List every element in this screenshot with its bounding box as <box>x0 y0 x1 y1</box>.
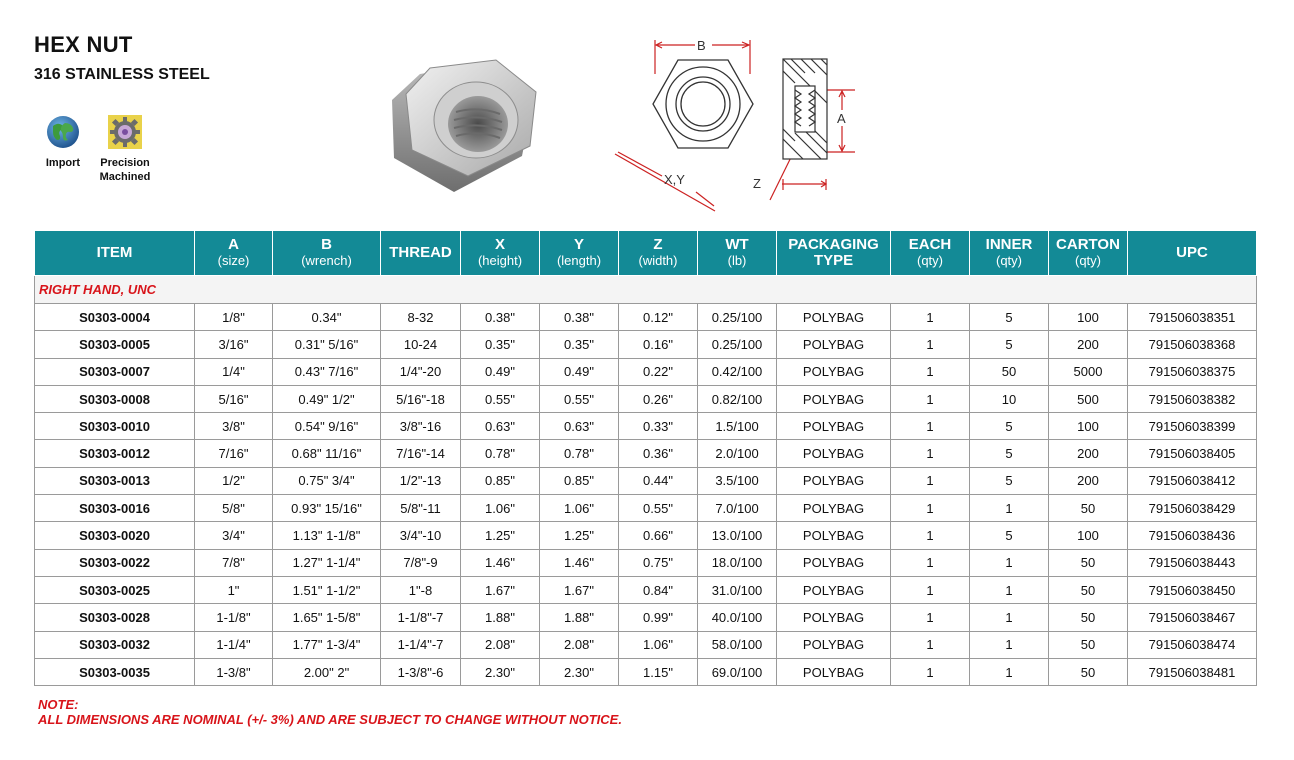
column-header-title: Z <box>653 236 663 253</box>
table-cell: 0.38" <box>461 304 540 331</box>
table-cell: POLYBAG <box>777 522 891 549</box>
table-row <box>35 467 1257 494</box>
table-cell: 1 <box>970 658 1049 685</box>
table-cell: 100 <box>1049 304 1128 331</box>
table-cell: POLYBAG <box>777 631 891 658</box>
table-cell: 5/8"-11 <box>381 495 461 522</box>
page-subtitle: 316 STAINLESS STEEL <box>34 66 210 83</box>
table-cell: 1 <box>970 631 1049 658</box>
column-header-subtitle: (qty) <box>917 253 943 268</box>
table-cell: 10-24 <box>381 331 461 358</box>
table-row <box>35 440 1257 467</box>
gear-icon <box>107 114 143 150</box>
table-cell: 0.78" <box>540 440 619 467</box>
table-cell: 5/16" <box>195 385 273 412</box>
table-cell: 1-3/8"-6 <box>381 658 461 685</box>
table-row <box>35 358 1257 385</box>
table-cell: 1.25" <box>540 522 619 549</box>
table-cell: 1.06" <box>540 495 619 522</box>
table-cell: 791506038429 <box>1128 495 1257 522</box>
column-header-title: Y <box>573 236 584 253</box>
table-row <box>35 331 1257 358</box>
column-header-subtitle: (wrench) <box>301 253 352 268</box>
table-cell: 1.27" 1-1/4" <box>273 549 381 576</box>
diagram-label-b: B <box>697 38 706 53</box>
table-cell: 0.49" <box>540 358 619 385</box>
table-cell: 1 <box>891 331 970 358</box>
table-cell: 0.93" 15/16" <box>273 495 381 522</box>
table-cell: 1 <box>891 522 970 549</box>
column-header <box>461 231 540 276</box>
table-cell: 1/8" <box>195 304 273 331</box>
table-cell: 1 <box>891 658 970 685</box>
table-cell: 0.22" <box>619 358 698 385</box>
table-cell: 0.12" <box>619 304 698 331</box>
table-cell: POLYBAG <box>777 358 891 385</box>
column-header-subtitle: (size) <box>217 253 250 268</box>
table-row <box>35 413 1257 440</box>
item-cell: S0303-0005 <box>35 331 195 358</box>
table-cell: 2.30" <box>540 658 619 685</box>
table-cell: 50 <box>1049 576 1128 603</box>
diagram-label-a: A <box>837 111 846 126</box>
table-cell: 3/8"-16 <box>381 413 461 440</box>
table-row <box>35 549 1257 576</box>
table-cell: 2.00" 2" <box>273 658 381 685</box>
table-cell: 791506038399 <box>1128 413 1257 440</box>
table-cell: 0.36" <box>619 440 698 467</box>
table-row <box>35 658 1257 685</box>
table-cell: 0.63" <box>540 413 619 440</box>
table-row <box>35 495 1257 522</box>
item-cell: S0303-0022 <box>35 549 195 576</box>
table-cell: 0.54" 9/16" <box>273 413 381 440</box>
table-cell: 791506038467 <box>1128 604 1257 631</box>
table-cell: 0.85" <box>540 467 619 494</box>
column-header-subtitle: (qty) <box>996 253 1022 268</box>
table-cell: 1 <box>891 467 970 494</box>
column-header-title: X <box>494 236 505 253</box>
table-cell: POLYBAG <box>777 658 891 685</box>
table-cell: 3/16" <box>195 331 273 358</box>
dimension-diagram <box>610 34 860 214</box>
table-cell: 200 <box>1049 467 1128 494</box>
table-cell: 1-3/8" <box>195 658 273 685</box>
table-cell: 7/16" <box>195 440 273 467</box>
table-cell: 1.67" <box>540 576 619 603</box>
column-header <box>540 231 619 276</box>
column-header <box>35 231 195 276</box>
column-header-title: A <box>228 236 239 253</box>
table-cell: 1.46" <box>540 549 619 576</box>
table-row <box>35 631 1257 658</box>
item-cell: S0303-0020 <box>35 522 195 549</box>
table-cell: 50 <box>1049 495 1128 522</box>
table-cell: 0.55" <box>461 385 540 412</box>
table-cell: 40.0/100 <box>698 604 777 631</box>
table-cell: 1 <box>891 413 970 440</box>
column-header-subtitle: (length) <box>556 253 602 268</box>
table-cell: 1 <box>891 631 970 658</box>
table-cell: 0.75" 3/4" <box>273 467 381 494</box>
table-cell: 1 <box>891 358 970 385</box>
table-cell: 5 <box>970 440 1049 467</box>
table-cell: 13.0/100 <box>698 522 777 549</box>
item-cell: S0303-0004 <box>35 304 195 331</box>
table-cell: 5 <box>970 331 1049 358</box>
table-cell: 0.31" 5/16" <box>273 331 381 358</box>
table-cell: 3/4"-10 <box>381 522 461 549</box>
table-cell: 0.33" <box>619 413 698 440</box>
table-cell: 50 <box>1049 549 1128 576</box>
table-cell: 1.51" 1-1/2" <box>273 576 381 603</box>
column-header <box>777 231 891 276</box>
table-cell: 791506038450 <box>1128 576 1257 603</box>
table-cell: 50 <box>1049 658 1128 685</box>
column-header-title: ITEM <box>96 244 133 261</box>
table-cell: 69.0/100 <box>698 658 777 685</box>
column-header-subtitle: (qty) <box>1075 253 1101 268</box>
table-cell: 7/8"-9 <box>381 549 461 576</box>
item-cell: S0303-0016 <box>35 495 195 522</box>
table-cell: 3.5/100 <box>698 467 777 494</box>
item-cell: S0303-0035 <box>35 658 195 685</box>
table-cell: 1/4" <box>195 358 273 385</box>
table-row <box>35 576 1257 603</box>
column-header-subtitle: (lb) <box>727 253 747 268</box>
table-cell: 0.35" <box>461 331 540 358</box>
table-cell: 50 <box>1049 631 1128 658</box>
note-label: NOTE: <box>38 697 79 712</box>
table-cell: 100 <box>1049 413 1128 440</box>
column-header-title: UPC <box>1176 244 1208 261</box>
group-label: RIGHT HAND, UNC <box>35 276 1257 304</box>
table-cell: POLYBAG <box>777 331 891 358</box>
table-cell: 1-1/8"-7 <box>381 604 461 631</box>
table-cell: 5 <box>970 413 1049 440</box>
column-header-title: B <box>321 236 332 253</box>
group-row <box>35 276 1257 304</box>
item-cell: S0303-0012 <box>35 440 195 467</box>
item-cell: S0303-0025 <box>35 576 195 603</box>
table-cell: 0.49" 1/2" <box>273 385 381 412</box>
table-cell: POLYBAG <box>777 576 891 603</box>
table-cell: 1 <box>891 304 970 331</box>
table-cell: 1 <box>970 604 1049 631</box>
column-header-title: PACKAGING <box>788 236 879 253</box>
table-cell: 0.85" <box>461 467 540 494</box>
table-cell: 2.30" <box>461 658 540 685</box>
table-cell: 791506038405 <box>1128 440 1257 467</box>
table-cell: 1 <box>970 576 1049 603</box>
table-cell: 7/16"-14 <box>381 440 461 467</box>
table-cell: 0.25/100 <box>698 331 777 358</box>
table-cell: POLYBAG <box>777 440 891 467</box>
table-cell: 8-32 <box>381 304 461 331</box>
table-cell: 3/4" <box>195 522 273 549</box>
table-cell: 791506038474 <box>1128 631 1257 658</box>
table-cell: 0.66" <box>619 522 698 549</box>
table-row <box>35 304 1257 331</box>
item-cell: S0303-0028 <box>35 604 195 631</box>
column-header-title: THREAD <box>389 244 452 261</box>
page-title: HEX NUT <box>34 32 133 57</box>
table-cell: 0.75" <box>619 549 698 576</box>
table-cell: 0.43" 7/16" <box>273 358 381 385</box>
column-header-title: CARTON <box>1056 236 1120 253</box>
table-cell: 10 <box>970 385 1049 412</box>
item-cell: S0303-0032 <box>35 631 195 658</box>
table-cell: 1 <box>970 495 1049 522</box>
table-header-row <box>35 231 1257 276</box>
table-cell: 791506038375 <box>1128 358 1257 385</box>
table-cell: 1.5/100 <box>698 413 777 440</box>
table-cell: 200 <box>1049 440 1128 467</box>
table-cell: 7/8" <box>195 549 273 576</box>
table-cell: 1.46" <box>461 549 540 576</box>
table-cell: 0.99" <box>619 604 698 631</box>
table-cell: POLYBAG <box>777 604 891 631</box>
column-header-title: INNER <box>985 236 1033 253</box>
table-cell: 5 <box>970 467 1049 494</box>
note-text: ALL DIMENSIONS ARE NOMINAL (+/- 3%) AND ARE SUBJECT TO CHANGE WITHOUT NOTICE. <box>38 712 622 727</box>
table-cell: POLYBAG <box>777 467 891 494</box>
table-cell: POLYBAG <box>777 495 891 522</box>
table-cell: 0.16" <box>619 331 698 358</box>
table-cell: 1-1/4"-7 <box>381 631 461 658</box>
table-cell: 100 <box>1049 522 1128 549</box>
table-cell: 0.34" <box>273 304 381 331</box>
item-cell: S0303-0010 <box>35 413 195 440</box>
column-header-subtitle: (height) <box>477 253 523 268</box>
table-cell: 1/2"-13 <box>381 467 461 494</box>
column-header <box>698 231 777 276</box>
diagram-label-xy: X,Y <box>664 172 685 187</box>
column-header <box>1128 231 1257 276</box>
note <box>38 697 622 727</box>
table-cell: 1 <box>891 385 970 412</box>
item-cell: S0303-0007 <box>35 358 195 385</box>
table-row <box>35 385 1257 412</box>
table-cell: 2.0/100 <box>698 440 777 467</box>
table-cell: 0.35" <box>540 331 619 358</box>
table-cell: 5/8" <box>195 495 273 522</box>
table-cell: 5 <box>970 522 1049 549</box>
table-cell: 3/8" <box>195 413 273 440</box>
table-cell: 1.65" 1-5/8" <box>273 604 381 631</box>
column-header <box>970 231 1049 276</box>
table-cell: 1.77" 1-3/4" <box>273 631 381 658</box>
table-cell: 0.44" <box>619 467 698 494</box>
table-cell: 791506038443 <box>1128 549 1257 576</box>
table-cell: 1.13" 1-1/8" <box>273 522 381 549</box>
table-cell: 1.06" <box>619 631 698 658</box>
table-cell: 0.26" <box>619 385 698 412</box>
table-cell: 18.0/100 <box>698 549 777 576</box>
table-cell: 1.15" <box>619 658 698 685</box>
diagram-label-z: Z <box>753 176 761 191</box>
table-row <box>35 522 1257 549</box>
table-cell: 791506038436 <box>1128 522 1257 549</box>
column-header-subtitle: TYPE <box>813 252 854 269</box>
table-cell: 0.42/100 <box>698 358 777 385</box>
table-cell: 1.88" <box>461 604 540 631</box>
table-cell: 5/16"-18 <box>381 385 461 412</box>
column-header-title: WT <box>725 236 749 253</box>
table-row <box>35 604 1257 631</box>
badge-label-precision: Precision Machined <box>99 157 151 183</box>
table-cell: 0.68" 11/16" <box>273 440 381 467</box>
globe-icon <box>45 114 81 150</box>
table-cell: 500 <box>1049 385 1128 412</box>
table-cell: 0.82/100 <box>698 385 777 412</box>
table-cell: 1"-8 <box>381 576 461 603</box>
table-cell: 7.0/100 <box>698 495 777 522</box>
table-cell: 0.25/100 <box>698 304 777 331</box>
table-cell: POLYBAG <box>777 304 891 331</box>
column-header-subtitle: (width) <box>638 253 678 268</box>
table-cell: 31.0/100 <box>698 576 777 603</box>
spec-table <box>34 230 1257 686</box>
table-cell: 1" <box>195 576 273 603</box>
item-cell: S0303-0013 <box>35 467 195 494</box>
column-header <box>891 231 970 276</box>
table-cell: 0.84" <box>619 576 698 603</box>
table-cell: 1 <box>970 549 1049 576</box>
table-cell: 1-1/4" <box>195 631 273 658</box>
table-cell: 0.78" <box>461 440 540 467</box>
column-header <box>381 231 461 276</box>
badge-label-import: Import <box>45 157 81 169</box>
column-header <box>1049 231 1128 276</box>
table-cell: POLYBAG <box>777 413 891 440</box>
table-cell: 1-1/8" <box>195 604 273 631</box>
table-cell: 791506038481 <box>1128 658 1257 685</box>
table-cell: 1 <box>891 495 970 522</box>
column-header <box>273 231 381 276</box>
table-cell: 1 <box>891 604 970 631</box>
table-cell: 0.38" <box>540 304 619 331</box>
table-cell: 200 <box>1049 331 1128 358</box>
table-cell: 58.0/100 <box>698 631 777 658</box>
table-cell: 1/2" <box>195 467 273 494</box>
table-cell: 791506038351 <box>1128 304 1257 331</box>
table-cell: 1.25" <box>461 522 540 549</box>
table-cell: POLYBAG <box>777 549 891 576</box>
table-cell: 1.06" <box>461 495 540 522</box>
table-cell: 0.55" <box>540 385 619 412</box>
table-cell: 2.08" <box>540 631 619 658</box>
table-cell: 5 <box>970 304 1049 331</box>
column-header <box>619 231 698 276</box>
precision-badge <box>88 114 162 184</box>
column-header-title: EACH <box>908 236 952 253</box>
table-cell: 791506038412 <box>1128 467 1257 494</box>
table-cell: 50 <box>970 358 1049 385</box>
table-cell: 1/4"-20 <box>381 358 461 385</box>
table-cell: 50 <box>1049 604 1128 631</box>
table-cell: 5000 <box>1049 358 1128 385</box>
table-cell: 1 <box>891 576 970 603</box>
table-cell: 1 <box>891 440 970 467</box>
table-cell: 2.08" <box>461 631 540 658</box>
table-cell: 791506038382 <box>1128 385 1257 412</box>
table-cell: 0.55" <box>619 495 698 522</box>
table-cell: 0.49" <box>461 358 540 385</box>
table-cell: 0.63" <box>461 413 540 440</box>
table-cell: 1 <box>891 549 970 576</box>
table-cell: POLYBAG <box>777 385 891 412</box>
column-header <box>195 231 273 276</box>
item-cell: S0303-0008 <box>35 385 195 412</box>
hex-nut-photo <box>384 54 544 204</box>
table-cell: 791506038368 <box>1128 331 1257 358</box>
table-cell: 1.67" <box>461 576 540 603</box>
table-cell: 1.88" <box>540 604 619 631</box>
